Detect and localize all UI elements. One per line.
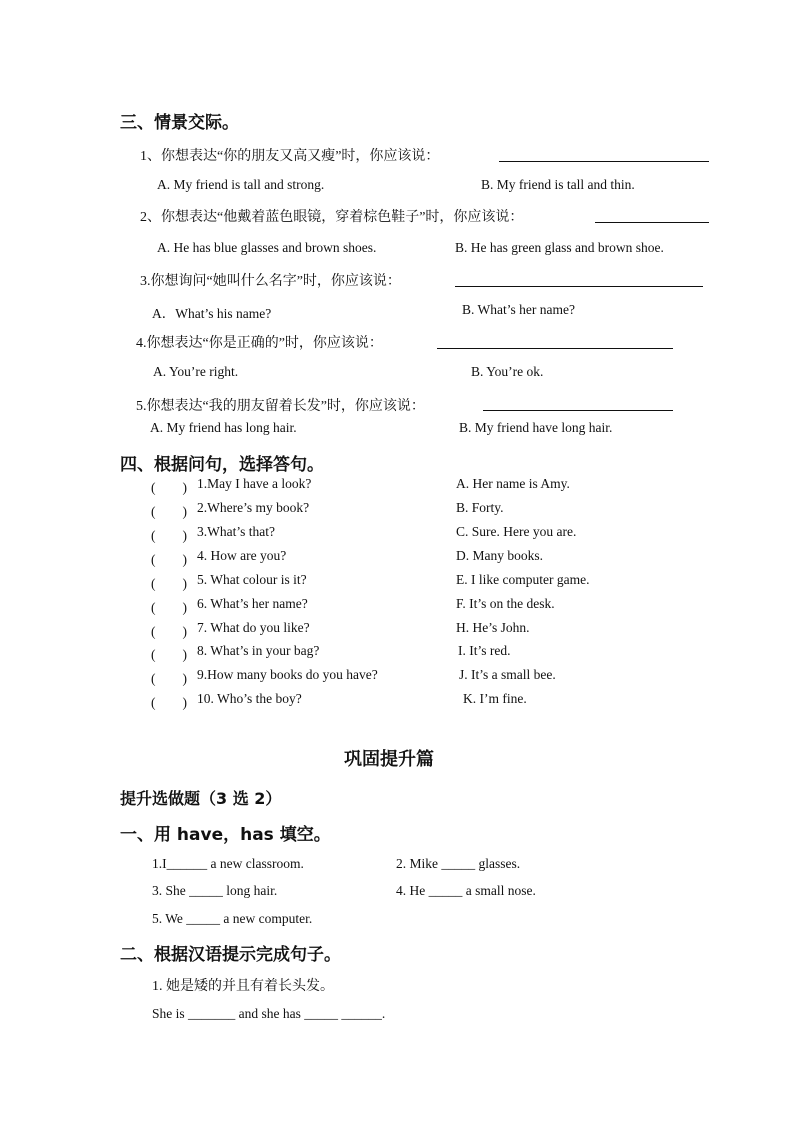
answer-a: A. Her name is Amy.: [456, 476, 570, 491]
s3-q3-option-a[interactable]: A．What’s his name?: [152, 306, 272, 321]
s3-q1-blank[interactable]: [499, 161, 709, 162]
fill-item-1[interactable]: 1.I______ a new classroom.: [152, 856, 304, 871]
s3-q1-prompt: 1、你想表达“你的朋友又高又瘦”时，你应该说：: [140, 149, 440, 164]
answer-k: K. I’m fine.: [463, 691, 527, 706]
answer-paren[interactable]: ( ): [151, 552, 187, 567]
part2-heading: 二、根据汉语提示完成句子。: [120, 945, 341, 965]
s3-q5-prompt: 5.你想表达“我的朋友留着长发”时，你应该说：: [136, 399, 425, 414]
question-10: 10. Who’s the boy?: [197, 691, 302, 706]
question-7: 7. What do you like?: [197, 620, 310, 635]
answer-b: B. Forty.: [456, 500, 504, 515]
answer-d: D. Many books.: [456, 548, 543, 563]
s3-q2-blank[interactable]: [595, 222, 709, 223]
s3-q2-prompt: 2、你想表达“他戴着蓝色眼镜，穿着棕色鞋子”时，你应该说：: [140, 210, 524, 225]
answer-paren[interactable]: ( ): [151, 695, 187, 710]
answer-paren[interactable]: ( ): [151, 480, 187, 495]
s3-q4-option-a[interactable]: A. You’re right.: [153, 364, 239, 379]
answer-paren[interactable]: ( ): [151, 528, 187, 543]
consolidate-subtitle: 提升选做题（3 选 2）: [120, 789, 282, 808]
section4-heading: 四、根据问句，选择答句。: [120, 455, 324, 475]
answer-j: J. It’s a small bee.: [459, 667, 556, 682]
s3-q5-blank[interactable]: [483, 410, 673, 411]
question-9: 9.How many books do you have?: [197, 667, 378, 682]
s3-q4-option-b[interactable]: B. You’re ok.: [471, 364, 544, 379]
fill-item-4[interactable]: 4. He _____ a small nose.: [396, 883, 536, 898]
answer-i: I. It’s red.: [458, 643, 511, 658]
answer-e: E. I like computer game.: [456, 572, 590, 587]
s3-q5-option-a[interactable]: A. My friend has long hair.: [150, 420, 297, 435]
s3-q3-option-b[interactable]: B. What’s her name?: [462, 302, 575, 317]
fill-item-5[interactable]: 5. We _____ a new computer.: [152, 911, 313, 926]
answer-paren[interactable]: ( ): [151, 624, 187, 639]
answer-paren[interactable]: ( ): [151, 671, 187, 686]
question-1: 1.May I have a look?: [197, 476, 312, 491]
s3-q1-option-a[interactable]: A. My friend is tall and strong.: [157, 177, 325, 192]
answer-paren[interactable]: ( ): [151, 504, 187, 519]
s3-q4-blank[interactable]: [437, 348, 673, 349]
fill-item-3[interactable]: 3. She _____ long hair.: [152, 883, 278, 898]
s3-q3-prompt: 3.你想询问“她叫什么名字”时，你应该说：: [140, 274, 401, 289]
s3-q2-option-b[interactable]: B. He has green glass and brown shoe.: [455, 240, 664, 255]
answer-paren[interactable]: ( ): [151, 576, 187, 591]
question-8: 8. What’s in your bag?: [197, 643, 320, 658]
question-5: 5. What colour is it?: [197, 572, 307, 587]
question-4: 4. How are you?: [197, 548, 287, 563]
part1-heading: 一、用 have，has 填空。: [120, 825, 331, 845]
s3-q2-option-a[interactable]: A. He has blue glasses and brown shoes.: [157, 240, 377, 255]
part2-item1-cn: 1. 她是矮的并且有着长头发。: [152, 979, 334, 994]
consolidate-title: 巩固提升篇: [344, 749, 434, 770]
answer-paren[interactable]: ( ): [151, 647, 187, 662]
question-3: 3.What’s that?: [197, 524, 275, 539]
section3-heading: 三、情景交际。: [120, 113, 239, 133]
answer-paren[interactable]: ( ): [151, 600, 187, 615]
answer-f: F. It’s on the desk.: [456, 596, 555, 611]
s3-q4-prompt: 4.你想表达“你是正确的”时，你应该说：: [136, 336, 383, 351]
question-6: 6. What’s her name?: [197, 596, 308, 611]
answer-h: H. He’s John.: [456, 620, 530, 635]
question-2: 2.Where’s my book?: [197, 500, 310, 515]
answer-c: C. Sure. Here you are.: [456, 524, 577, 539]
fill-item-2[interactable]: 2. Mike _____ glasses.: [396, 856, 521, 871]
s3-q1-option-b[interactable]: B. My friend is tall and thin.: [481, 177, 635, 192]
s3-q3-blank[interactable]: [455, 286, 703, 287]
part2-item1-en[interactable]: She is _______ and she has _____ ______.: [152, 1006, 386, 1021]
s3-q5-option-b[interactable]: B. My friend have long hair.: [459, 420, 613, 435]
